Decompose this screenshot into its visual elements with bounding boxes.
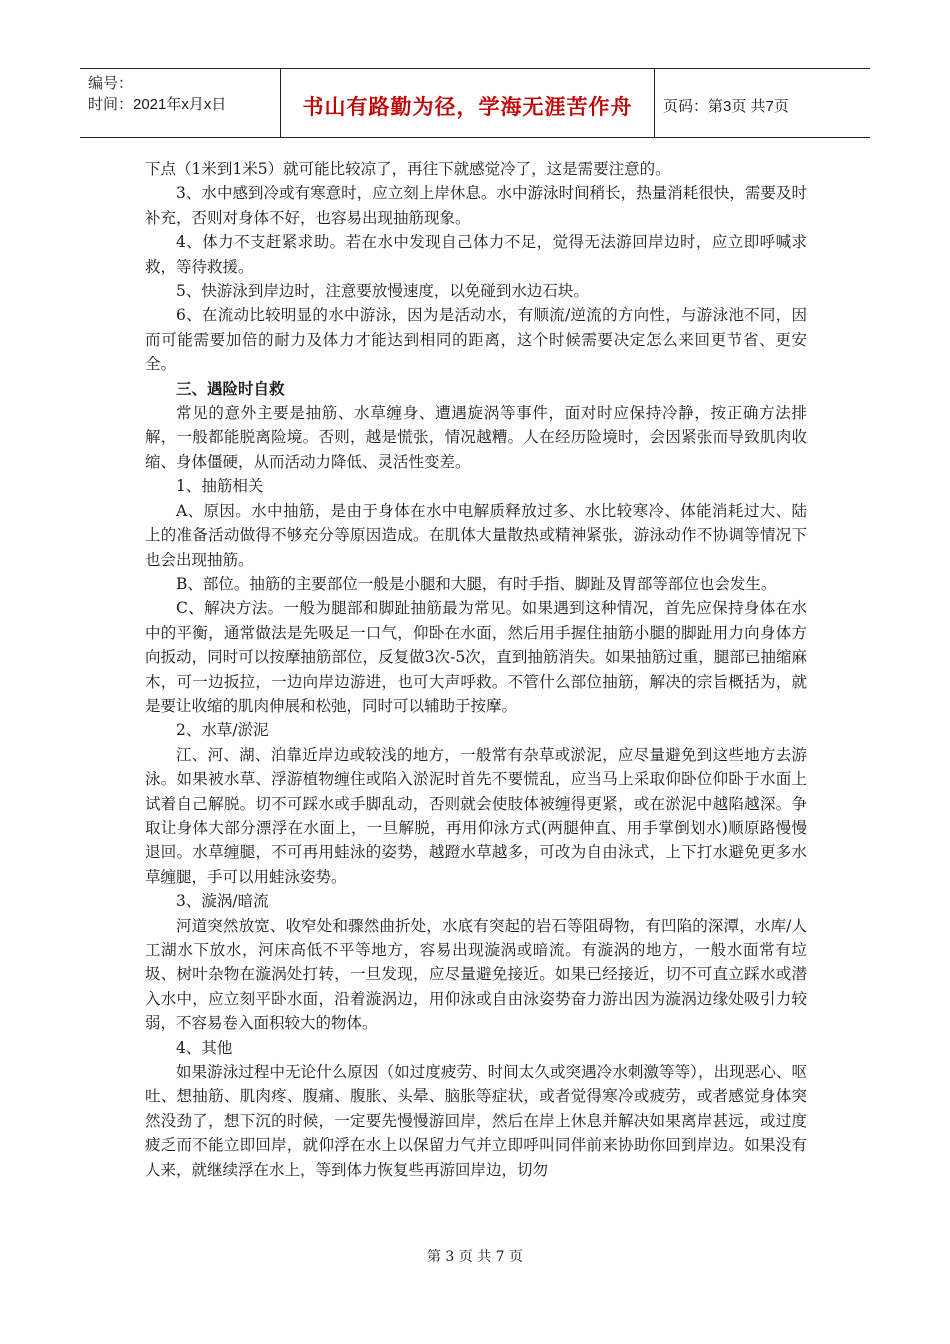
header-meta: [80, 69, 281, 137]
header-page-label: 页码：第3页 共7页: [663, 97, 789, 115]
body-paragraph: 4、体力不支赶紧求助。若在水中发现自己体力不足，觉得无法游回岸边时，应立即呼喊求救，等待救援。: [145, 233, 807, 276]
body-paragraph: 下点（1米到1米5）就可能比较凉了，再往下就感觉冷了，这是需要注意的。: [145, 160, 671, 178]
body-paragraph: A、原因。水中抽筋，是由于身体在水中电解质释放过多、水比较寒冷、体能消耗过大、陆上的准备活动做得不够充分等原因造成。在肌体大量散热或精神紧张，游泳动作不协调等情况下也会出现抽筋。: [145, 501, 807, 569]
body-paragraph: 5、快游泳到岸边时，注意要放慢速度，以免碰到水边石块。: [176, 282, 589, 301]
body-paragraph: 常见的意外主要是抽筋、水草缠身、遭遇旋涡等事件，面对时应保持冷静，按正确方法排解，一般都能脱离险境。否则，越是慌张，情况越糟。人在经历险境时，会因紧张而导致肌肉收缩、身体僵硬，从而活动力降低、灵活性变差。: [145, 404, 807, 471]
header-motto: 书山有路勤为径，学海无涯苦作舟: [281, 69, 655, 137]
body-paragraph: 4、其他: [176, 1038, 233, 1057]
page-footer: 第 3 页 共 7 页: [426, 1249, 524, 1265]
page-header: [80, 68, 870, 138]
body-paragraph: 1、抽筋相关: [176, 477, 264, 496]
section-heading: 三、遇险时自救: [176, 378, 285, 398]
body-paragraph: 2、水草/淤泥: [176, 721, 269, 740]
body-paragraph: 江、河、湖、泊靠近岸边或较浅的地方，一般常有杂草或淤泥，应尽量避免到这些地方去游泳。如果被水草、浮游植物缠住或陷入淤泥时首先不要慌乱，应当马上采取仰卧位仰卧于水面上试着自己解脱。切不可踩水或手脚乱动，否则就会使肢体被缠得更紧，或在淤泥中越陷越深。争取让身体大部分漂浮在水面上，一旦解脱，再用仰泳方式(两腿伸直、用手掌倒划水)顺原路慢慢退回。水草缠腿，不可再用蛙泳的姿势，越蹬水草越多，可改为自由泳式，上下打水避免更多水草缠腿，手可以用蛙泳姿势。: [145, 745, 807, 886]
document-number-label: 编号：: [88, 75, 134, 92]
body-paragraph: C、解决方法。一般为腿部和脚趾抽筋最为常见。如果遇到这种情况，首先应保持身体在水中的平衡，通常做法是先吸足一口气，仰卧在水面，然后用手握住抽筋小腿的脚趾用力向身体方向扳动，同时可以按摩抽筋部位，反复做3次-5次，直到抽筋消失。如果抽筋过重，腿部已抽缩麻木，可一边扳拉，一边向岸边游进，也可大声呼救。不管什么部位抽筋，解决的宗旨概括为，就是要让收缩的肌肉伸展和松弛，同时可以辅助于按摩。: [145, 599, 807, 715]
body-paragraph: 3、水中感到冷或有寒意时，应立刻上岸休息。水中游泳时间稍长，热量消耗很快，需要及时补充，否则对身体不好，也容易出现抽筋现象。: [145, 184, 807, 227]
body-paragraph: 如果游泳过程中无论什么原因（如过度疲劳、时间太久或突遇冷水刺激等等），出现恶心、呕吐、想抽筋、肌肉疼、腹痛、腹胀、头晕、脑胀等症状，或者觉得寒冷或疲劳，或者感觉身体突然没劲了，想下沉的时候，一定要先慢慢游回岸，然后在岸上休息并解决如果离岸甚远，或过度疲乏而不能立即回岸，就仰浮在水上以保留力气并立即呼叫同伴前来协助你回到岸边。如果没有人来，就继续浮在水上，等到体力恢复些再游回岸边，切勿: [145, 1063, 807, 1179]
body-paragraph: 河道突然放宽、收窄处和骤然曲折处，水底有突起的岩石等阻碍物，有凹陷的深潭，水库/人工湖水下放水，河床高低不平等地方，容易出现漩涡或暗流。有漩涡的地方，一般水面常有垃圾、树叶杂物在漩涡处打转，一旦发现，应尽量避免接近。如果已经接近，切不可直立踩水或潜入水中，应立刻平卧水面，沿着漩涡边，用仰泳或自由泳姿势奋力游出因为漩涡边缘处吸引力较弱，不容易卷入面积较大的物体。: [145, 916, 807, 1033]
document-body: [145, 157, 807, 1182]
document-time-label: 时间：2021年x月x日: [88, 96, 227, 113]
body-paragraph: 3、漩涡/暗流: [176, 892, 269, 911]
body-paragraph: 6、在流动比较明显的水中游泳，因为是活动水，有顺流/逆流的方向性，与游泳池不同，因而可能需要加倍的耐力及体力才能达到相同的距离，这个时候需要决定怎么来回更节省、更安全。: [145, 306, 807, 374]
body-paragraph: B、部位。抽筋的主要部位一般是小腿和大腿，有时手指、脚趾及胃部等部位也会发生。: [176, 574, 777, 593]
